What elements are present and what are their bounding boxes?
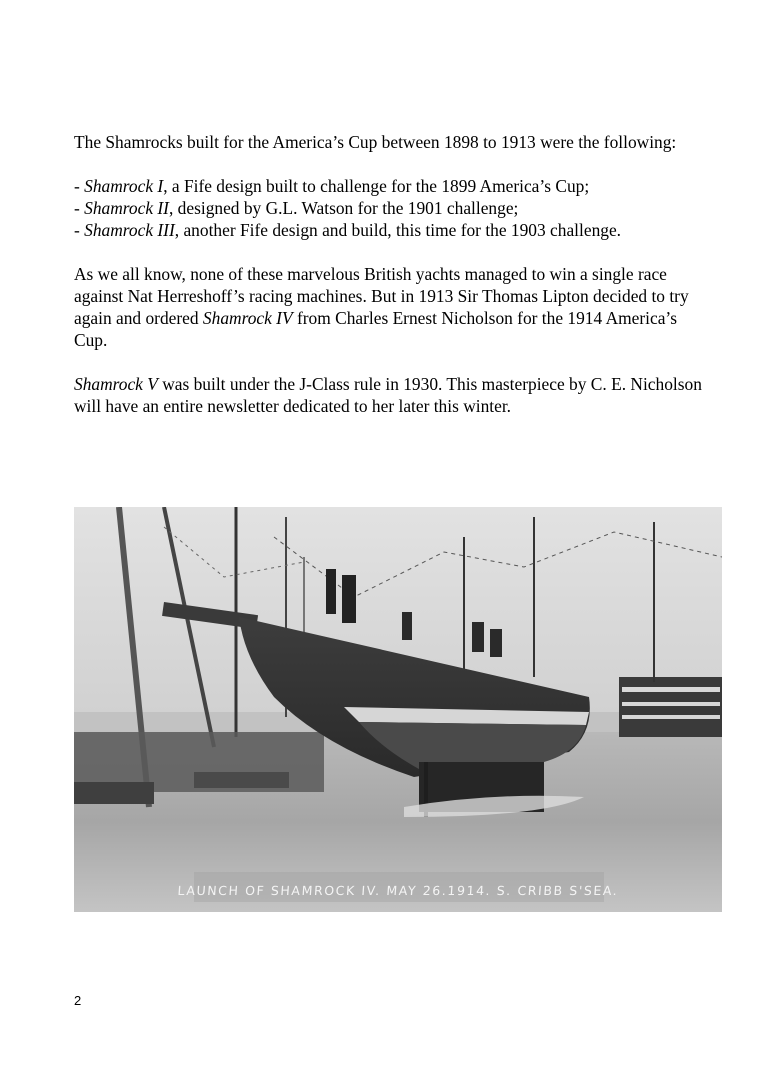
list-item: - Shamrock III, another Fife design and build, this time for the 1903 challenge. [74,220,622,240]
photo-illustration [74,507,722,912]
shamrock-list [74,175,704,241]
body-text [74,131,704,439]
yacht-name: Shamrock V [74,374,158,394]
intro-paragraph: The Shamrocks built for the America’s Cup between 1898 to 1913 were the following: [74,132,677,152]
shamrock-v-paragraph: Shamrock V was built under the J-Class rule in 1930. This masterpiece by C. E. Nicholson will have an entire newsletter dedicated to her later this winter. [74,374,702,416]
yacht-name: Shamrock II [84,198,169,218]
launch-photo [74,507,722,912]
history-paragraph: As we all know, none of these marvelous British yachts managed to win a single race against Nat Herreshoff’s racing machines. But in 1913 Sir Thomas Lipton decided to try again and ordered Shamrock IV from Charles Ernest Nicholson for the 1914 America’s Cup. [74,264,689,350]
yacht-name: Shamrock III [84,220,175,240]
list-item: - Shamrock I, a Fife design built to challenge for the 1899 America’s Cup; [74,176,590,196]
photo-caption: LAUNCH OF SHAMROCK IV. MAY 26.1914. S. CRIBB S'SEA. [177,883,619,898]
yacht-name: Shamrock I [84,176,164,196]
list-item: - Shamrock II, designed by G.L. Watson for the 1901 challenge; [74,198,519,218]
yacht-name: Shamrock IV [202,308,293,328]
page-number: 2 [74,993,82,1008]
